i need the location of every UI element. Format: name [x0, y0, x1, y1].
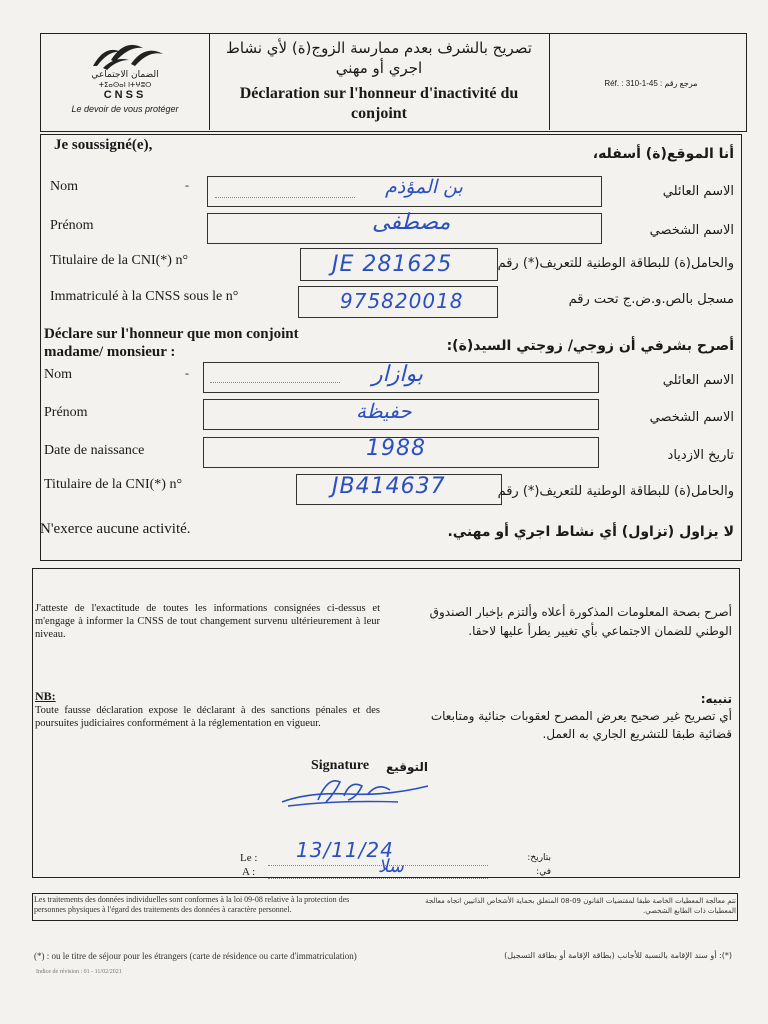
- conjoint-dob-value: 1988: [366, 436, 426, 461]
- privacy-fr: Les traitements des données individuelles sont conformes à la loi 09-08 relative à la protection des personnes physiques à l'égard des traitements des données à caractère personnel.: [34, 895, 350, 914]
- conjoint-nom-label: Nom: [44, 367, 72, 382]
- declarant-heading-fr: Je soussigné(e),: [54, 137, 153, 153]
- conjoint-cni-label: Titulaire de la CNI(*) n°: [44, 477, 183, 492]
- declarant-prenom-value: مصطفى: [372, 210, 451, 235]
- nb-text-ar: أي تصريح غير صحيح يعرض المصرح لعقوبات جنائية ومتابعات قضائية طبقا للتشريع الجاري به العمل.: [430, 709, 732, 741]
- conjoint-prenom-label-ar: الاسم الشخصي: [649, 410, 734, 425]
- edition-note: Indice de révision : 01 - 11/02/2021: [36, 969, 122, 975]
- title-cell: [209, 34, 550, 130]
- attest-text-ar: أصرح بصحة المعلومات المذكورة أعلاه وألتزم بإخبار الصندوق الوطني للضمان الاجتماعي بأي تغيير يطرأ عليها لاحقا.: [429, 605, 732, 638]
- declarant-cni-label-ar: والحامل(ة) للبطاقة الوطنية للتعريف(*) رقم: [497, 256, 734, 271]
- reference: Réf. : 310-1-45 : مرجع رقم: [604, 79, 698, 88]
- signature-label-fr: Signature: [311, 758, 370, 773]
- logo-name: CNSS: [103, 89, 147, 101]
- date-value: 13/11/24: [296, 838, 394, 862]
- conjoint-dob-label: Date de naissance: [44, 443, 145, 458]
- logo-tifinagh: ⵜⵉⴰⵙⴰⵏ ⵏⵜⵖⵓⵔ: [98, 81, 152, 89]
- note-ar: (*): أو سند الإقامة بالنسبة للأجانب (بطاقة الإقامة أو بطاقة التسجيل): [504, 951, 732, 960]
- declarant-cnss-label: Immatriculé à la CNSS sous le n°: [50, 289, 239, 304]
- title-french: Déclaration sur l'honneur d'inactivité du conjoint: [239, 85, 519, 122]
- conjoint-prenom-value: حفيظة: [356, 399, 412, 423]
- conjoint-heading-ar: أصرح بشرفي أن زوجي/ زوجتي السيد(ة):: [446, 338, 734, 354]
- declarant-cnss-label-ar: مسجل بالص.و.ض.ج تحت رقم: [568, 292, 734, 307]
- note-fr: (*) : ou le titre de séjour pour les étrangers (carte de résidence ou carte d'immatriculation): [34, 951, 357, 961]
- activity-ar: لا يزاول (تزاول) أي نشاط اجري أو مهني.: [447, 524, 734, 540]
- place-value: سلا: [378, 856, 404, 877]
- declarant-nom-label: Nom: [50, 179, 78, 194]
- logo-arabic: الضمان الاجتماعي: [91, 70, 159, 80]
- conjoint-cni-value: JB414637: [332, 474, 446, 499]
- conjoint-nom-value: بوازار: [372, 362, 423, 387]
- title-arabic: تصريح بالشرف بعدم ممارسة الزوج(ة) لأي نشاط اجري أو مهني: [226, 39, 532, 77]
- conjoint-heading-fr-1: Déclare sur l'honneur que mon conjoint: [44, 326, 299, 342]
- activity-fr: N'exerce aucune activité.: [40, 521, 191, 537]
- conjoint-nom-label-ar: الاسم العائلي: [662, 373, 734, 388]
- date-label-ar: بتاريخ:: [527, 853, 551, 863]
- declarant-prenom-label-ar: الاسم الشخصي: [649, 223, 734, 238]
- conjoint-heading-fr-2: madame/ monsieur :: [44, 344, 176, 360]
- nb-text-fr: Toute fausse déclaration expose le déclarant à des sanctions pénales et des poursuites judiciaires conformément à la réglementation en vigueur.: [35, 705, 380, 729]
- nb-label-ar: تنبيه:: [700, 692, 732, 706]
- declarant-prenom-label: Prénom: [50, 218, 94, 233]
- conjoint-dob-label-ar: تاريخ الازدياد: [667, 448, 734, 463]
- declarant-cni-value: JE 281625: [332, 252, 453, 277]
- signature-mark: [278, 772, 438, 812]
- logo-cell: [41, 34, 210, 130]
- declarant-nom-label-ar: الاسم العائلي: [662, 184, 734, 199]
- declarant-cnss-value: 975820018: [340, 289, 464, 313]
- conjoint-cni-label-ar: والحامل(ة) للبطاقة الوطنية للتعريف(*) رقم: [497, 484, 734, 499]
- header-box: [40, 33, 747, 132]
- signature-label-ar: التوقيع: [386, 760, 428, 774]
- privacy-ar: تتم معالجة المعطيات الخاصة طبقا لمقتضيات القانون 09-08 المتعلق بحماية الأشخاص الذاتيين اتجاه معالجة المعطيات ذات الطابع الشخصي.: [425, 897, 736, 915]
- conjoint-prenom-label: Prénom: [44, 405, 88, 420]
- declarant-cni-label: Titulaire de la CNI(*) n°: [50, 253, 189, 268]
- nb-label-fr: NB:: [35, 689, 56, 703]
- declarant-heading-ar: أنا الموقع(ة) أسفله،: [592, 146, 734, 162]
- place-label-fr: A :: [242, 866, 256, 878]
- place-label-ar: في:: [536, 867, 551, 877]
- cnss-logo-icon: [85, 38, 167, 70]
- attest-text-fr: J'atteste de l'exactitude de toutes les informations consignées ci-dessus et m'engage à informer la CNSS de tout changement survenu ultérieurement à leur niveau.: [35, 603, 380, 640]
- date-label-fr: Le :: [240, 852, 258, 864]
- declarant-nom-value: بن المؤذم: [385, 176, 463, 198]
- logo-tagline: Le devoir de vous protéger: [71, 104, 179, 114]
